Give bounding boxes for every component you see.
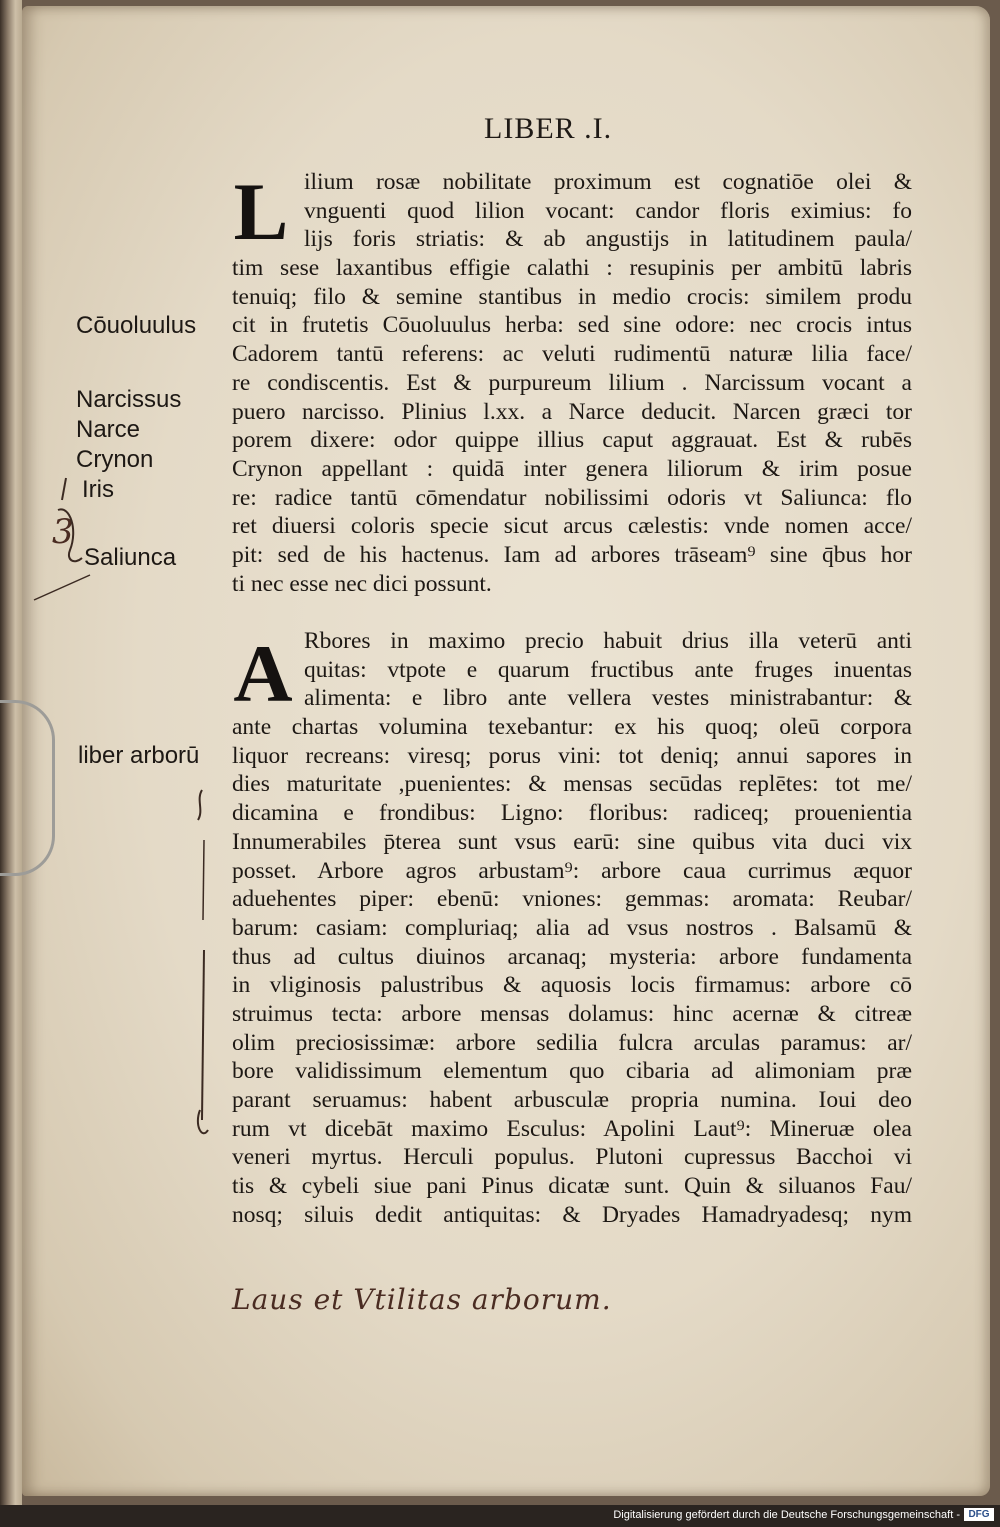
text-line: ti nec esse nec dici possunt. (232, 570, 492, 597)
text-line: tim sese laxantibus effigie calathi : resupinis per ambitū labris (232, 255, 912, 282)
text-line: posset. Arbore agros arbustam⁹: arbore caua currimus æquor (232, 857, 912, 884)
text-line: barum: casiam: compluriaq; alia ad vsus nostros . Balsamū & (232, 914, 912, 941)
margin-note-iris: Iris (82, 476, 114, 503)
text-line: tis & cybeli siue pani Pinus dicatæ sunt. Quin & siluanos Fau/ (232, 1173, 912, 1200)
text-line: bore validissimum elementum quo cibaria ad alimoniam præ (232, 1058, 912, 1085)
handwritten-margin-lines (190, 780, 220, 1150)
dfg-logo: DFG (964, 1508, 994, 1521)
handwritten-ink-strokes (30, 470, 230, 610)
paper-clip (0, 700, 55, 876)
margin-note-narcissus: Narcissus (76, 386, 182, 413)
margin-note-narce: Narce (76, 416, 141, 443)
text-line: thus ad cultus diuinos arcanaq; mysteria: arbore fundamenta (232, 943, 912, 970)
text-line: tenuiq; filo & semine stantibus in medio crocis: similem produ (232, 283, 912, 310)
text-line: Cadorem tantū referens: ac veluti rudimentū naturæ lilia face/ (232, 341, 912, 368)
text-line: re: radice tantū cōmendatur nobilissimi odoris vt Saliunca: flo (232, 484, 912, 511)
margin-note-convolvulus: Cōuoluulus (76, 312, 197, 339)
text-block-lilium (232, 168, 912, 598)
digitization-credit: Digitalisierung gefördert durch die Deutsche Forschungsgemeinschaft - (613, 1509, 960, 1521)
text-line: porem dixere: odor quippe illius caput aggrauat. Est & rubēs (232, 427, 912, 454)
margin-note-crynon: Crynon (76, 446, 154, 473)
text-line: dicamina e frondibus: Ligno: floribus: radiceq; prouenientia (232, 800, 912, 827)
text-line: Innumerabiles p̄terea sunt vsus earū: sine quibus vita duci vix (232, 828, 912, 855)
handwritten-margin-mark: 3 (52, 512, 74, 552)
text-line: re condiscentis. Est & purpureum lilium . Narcissum vocant a (232, 369, 912, 396)
text-line: rum vt dicebāt maximo Esculus: Apolini Laut⁹: Mineruæ olea (232, 1115, 912, 1142)
running-head: LIBER .I. (484, 112, 613, 145)
text-line: olim preciosissimæ: arbore sedilia fulcra arculas paramus: ar/ (232, 1029, 912, 1056)
text-line: Crynon appellant : quidā inter genera liliorum & irim posue (232, 455, 912, 482)
text-line: pit: sed de his hactenus. Iam ad arbores trāseam⁹ sine q̄bus hor (232, 541, 912, 568)
text-line: in vliginosis palustribus & aquosis locis firmamus: arbore cō (232, 972, 912, 999)
text-line: dies maturitate ,puenientes: & mensas secūdas replētes: tot me/ (232, 771, 912, 798)
decorated-initial-l: L (233, 166, 289, 257)
text-line: puero narcisso. Plinius l.xx. a Narce deducit. Narcen græci tor (232, 398, 912, 425)
text-line: lijs foris striatis: & ab angustijs in latitudinem paula/ (304, 226, 912, 253)
text-line: liquor recreans: viresq; porus vini: tot deniq; annui sapores in (232, 742, 912, 769)
text-line: nosq; siluis dedit antiquitas: & Dryades Hamadryadesq; nym (232, 1201, 912, 1228)
text-line: ante chartas volumina texebantur: ex his quoq; oleū corpora (232, 714, 912, 741)
text-line: veneri myrtus. Herculi populus. Plutoni cupressus Bacchoi vi (232, 1144, 912, 1171)
text-line: aduehentes piper: ebenū: vniones: gemmas: aromata: Reubar/ (232, 886, 912, 913)
text-line: quitas: vtpote e quarum fructibus ante fruges inuentas (304, 656, 912, 683)
text-block-arbores (232, 627, 912, 1229)
text-line: alimenta: e libro ante vellera vestes ministrabantur: & (304, 685, 912, 712)
text-line: ret diuersi coloris specie sicut arcus cælestis: vnde nomen acce/ (232, 513, 912, 540)
margin-note-saliunca: Saliunca (84, 544, 177, 571)
text-line: cit in frutetis Cōuoluulus herba: sed sine odore: nec crocis intus (232, 312, 912, 339)
text-line: ilium rosæ nobilitate proximum est cognatiōe olei & (304, 169, 912, 195)
handwritten-note: Laus et Vtilitas arborum. (232, 1283, 612, 1316)
text-line: struimus tecta: arbore mensas dolamus: hinc acernæ & citreæ (232, 1000, 912, 1027)
margin-note-liber-arborum: liber arborū (78, 742, 200, 769)
text-line: Rbores in maximo precio habuit drius illa veterū anti (304, 628, 912, 654)
text-line: vnguenti quod lilion vocant: candor floris eximius: fo (304, 197, 912, 224)
text-line: parant seruamus: habent arbusculæ propria numina. Ioui deo (232, 1087, 912, 1113)
decorated-initial-a: A (233, 628, 293, 719)
